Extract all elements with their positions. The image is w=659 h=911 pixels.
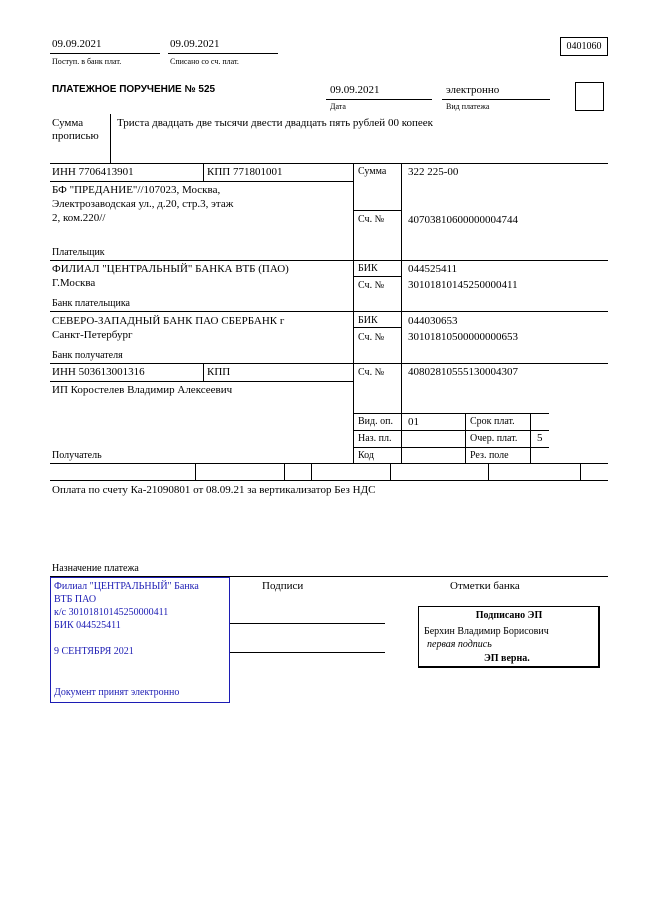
grid-line (353, 163, 354, 463)
empty-code-box (575, 82, 604, 111)
grid-line (50, 463, 608, 464)
order-date-label: Дата (330, 102, 346, 111)
page-title: ПЛАТЕЖНОЕ ПОРУЧЕНИЕ № 525 (52, 84, 216, 95)
vid-op-label: Вид. оп. (358, 416, 393, 427)
payer-inn: ИНН 7706413901 (52, 166, 134, 178)
grid-line (50, 363, 608, 364)
stamp-accepted: Документ принят электронно (54, 687, 180, 698)
amount-in-words: Триста двадцать две тысячи двести двадцать пять рублей 00 копеек (117, 117, 433, 129)
grid-line (353, 413, 549, 414)
grid-line (195, 463, 196, 480)
rez-label: Рез. поле (470, 450, 509, 461)
signature-line-2 (230, 652, 385, 653)
bank-marks-label: Отметки банка (450, 580, 520, 592)
ocher-label: Очер. плат. (470, 433, 518, 444)
received-date: 09.09.2021 (52, 38, 102, 50)
grid-line (353, 430, 549, 431)
grid-line (50, 480, 608, 481)
grid-line (488, 463, 489, 480)
esign-role: первая подпись (427, 639, 492, 650)
esign-title: Подписано ЭП (475, 610, 543, 621)
payer-name-1: БФ "ПРЕДАНИЕ"//107023, Москва, (52, 184, 221, 196)
stamp-line-2: ВТБ ПАО (54, 594, 97, 605)
debited-date-label: Списано со сч. плат. (170, 57, 239, 66)
payee-label: Получатель (52, 450, 102, 461)
grid-line (50, 163, 608, 164)
grid-line (50, 311, 608, 312)
payment-type: электронно (446, 84, 500, 96)
payee-bank-label: Банк получателя (52, 350, 123, 361)
payer-bank-name-2: Г.Москва (52, 277, 96, 289)
grid-line (203, 363, 204, 381)
payee-inn: ИНН 503613001316 (52, 366, 145, 378)
ocher-value: 5 (537, 432, 543, 444)
grid-line (50, 181, 353, 182)
payer-label: Плательщик (52, 247, 105, 258)
grid-line (311, 463, 312, 480)
payer-bank-account-label: Сч. № (358, 280, 385, 291)
order-date-line (326, 99, 432, 100)
payer-kpp: КПП 771801001 (207, 166, 283, 178)
amount-words-label-1: Сумма (52, 117, 84, 129)
kod-label: Код (358, 450, 374, 461)
grid-line (390, 463, 391, 480)
amount-words-divider (110, 114, 111, 163)
sum-label: Сумма (358, 166, 387, 177)
vid-op-value: 01 (408, 416, 419, 428)
grid-line (353, 210, 401, 211)
payee-bank-name-1: СЕВЕРО-ЗАПАДНЫЙ БАНК ПАО СБЕРБАНК г (52, 315, 285, 327)
payer-account-label: Сч. № (358, 214, 385, 225)
order-date: 09.09.2021 (330, 84, 380, 96)
grid-line (465, 413, 466, 463)
payer-bank-label: Банк плательщика (52, 298, 130, 309)
bank-stamp (50, 577, 230, 703)
payment-purpose-label: Назначение платежа (52, 563, 139, 574)
grid-line (353, 327, 401, 328)
payer-account: 40703810600000004744 (408, 214, 518, 226)
payment-type-label: Вид платежа (446, 102, 490, 111)
payee-bik: 044030653 (408, 315, 458, 327)
payee-kpp: КПП (207, 366, 231, 378)
grid-line (353, 447, 549, 448)
grid-line (353, 276, 401, 277)
stamp-line-1: Филиал "ЦЕНТРАЛЬНЫЙ" Банка (54, 581, 199, 592)
payer-bik: 044525411 (408, 263, 458, 275)
amount-words-label-2: прописью (52, 130, 99, 142)
payer-name-2: Электрозаводская ул., д.20, стр.3, этаж (52, 198, 234, 210)
payee-bank-account: 30101810500000000653 (408, 331, 518, 343)
received-date-line (50, 53, 160, 54)
grid-line (284, 463, 285, 480)
debited-date: 09.09.2021 (170, 38, 220, 50)
grid-line (401, 163, 402, 463)
payee-bank-account-label: Сч. № (358, 332, 385, 343)
naz-label: Наз. пл. (358, 433, 392, 444)
grid-line (530, 413, 531, 463)
esign-status: ЭП верна. (484, 653, 530, 664)
grid-line (203, 163, 204, 181)
payment-type-line (442, 99, 550, 100)
grid-line (50, 381, 353, 382)
payee-name: ИП Коростелев Владимир Алексеевич (52, 384, 233, 396)
esign-box (418, 606, 600, 668)
payment-purpose-text: Оплата по счету Ка-21090801 от 08.09.21 за вертикализатор Без НДС (52, 484, 376, 496)
payer-bik-label: БИК (358, 263, 378, 274)
payer-bank-account: 30101810145250000411 (408, 279, 518, 291)
stamp-date: 9 СЕНТЯБРЯ 2021 (54, 646, 134, 657)
esign-signer: Берхин Владимир Борисович (424, 626, 549, 637)
stamp-line-3: к/с 30101810145250000411 (54, 607, 169, 618)
payee-bank-name-2: Санкт-Петербург (52, 329, 133, 341)
payee-bik-label: БИК (358, 315, 378, 326)
signatures-label: Подписи (262, 580, 304, 592)
form-code: 0401060 (560, 37, 608, 56)
grid-line (580, 463, 581, 480)
sum-value: 322 225-00 (408, 166, 459, 178)
received-date-label: Поступ. в банк плат. (52, 57, 122, 66)
payee-account-label: Сч. № (358, 367, 385, 378)
srok-label: Срок плат. (470, 416, 515, 427)
debited-date-line (168, 53, 278, 54)
stamp-line-4: БИК 044525411 (54, 620, 121, 631)
signature-line-1 (230, 623, 385, 624)
payer-name-3: 2, ком.220// (52, 212, 106, 224)
grid-line (50, 260, 608, 261)
payer-bank-name-1: ФИЛИАЛ "ЦЕНТРАЛЬНЫЙ" БАНКА ВТБ (ПАО) (52, 263, 289, 275)
payee-account: 40802810555130004307 (408, 366, 518, 378)
